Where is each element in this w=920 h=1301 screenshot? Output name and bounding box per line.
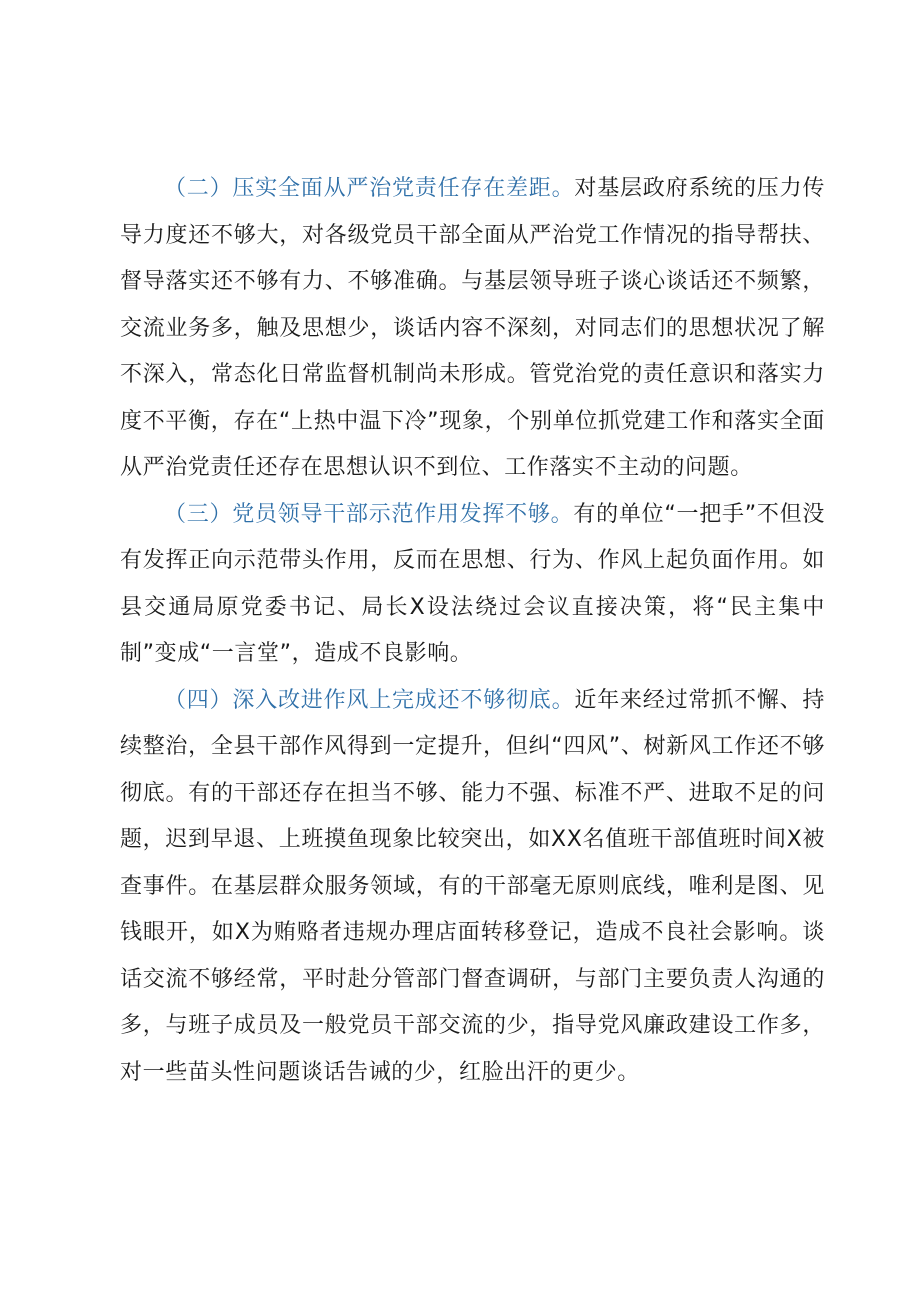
paragraph-heading: （二）压实全面从严治党责任存在差距。 <box>164 176 575 201</box>
paragraph-body: 对基层政府系统的压力传导力度还不够大，对各级党员干部全面从严治党工作情况的指导帮扶、督导落实还不够有力、不够准确。与基层领导班子谈心谈话还不频繁，交流业务多，触及思想少，谈话内容不深刻，对同志们的思想状况了解不深入，常态化日常监督机制尚未形成。管党治党的责任意识和落实力度不平衡，存在“上热中温下冷”现象，个别单位抓党建工作和落实全面从严治党责任还存在思想认识不到位、工作落实不主动的问题。 <box>120 176 825 480</box>
document-page <box>120 166 825 1096</box>
paragraph-heading: （四）深入改进作风上完成还不够彻底。 <box>164 687 575 713</box>
paragraph-heading: （三）党员领导干部示范作用发挥不够。 <box>164 501 574 527</box>
paragraph-3 <box>120 492 825 678</box>
paragraph-body: 近年来经过常抓不懈、持续整治，全县干部作风得到一定提升，但纠“四风”、树新风工作还不够彻底。有的干部还存在担当不够、能力不强、标准不严、进取不足的问题，迟到早退、上班摸鱼现象比较突出，如XX名值班干部值班时间X被查事件。在基层群众服务领域，有的干部毫无原则底线，唯利是图、见钱眼开，如X为贿赂者违规办理店面转移登记，造成不良社会影响。谈话交流不够经常，平时赴分管部门督查调研，与部门主要负责人沟通的多，与班子成员及一般党员干部交流的少，指导党风廉政建设工作多，对一些苗头性问题谈话告诫的少，红脸出汗的更少。 <box>120 687 825 1085</box>
paragraph-4 <box>120 678 825 1097</box>
paragraph-body: 有的单位“一把手”不但没有发挥正向示范带头作用，反而在思想、行为、作风上起负面作用。如县交通局原党委书记、局长X设法绕过会议直接决策，将“民主集中制”变成“一言堂”，造成不良影响。 <box>120 501 825 666</box>
paragraph-2 <box>120 166 825 492</box>
